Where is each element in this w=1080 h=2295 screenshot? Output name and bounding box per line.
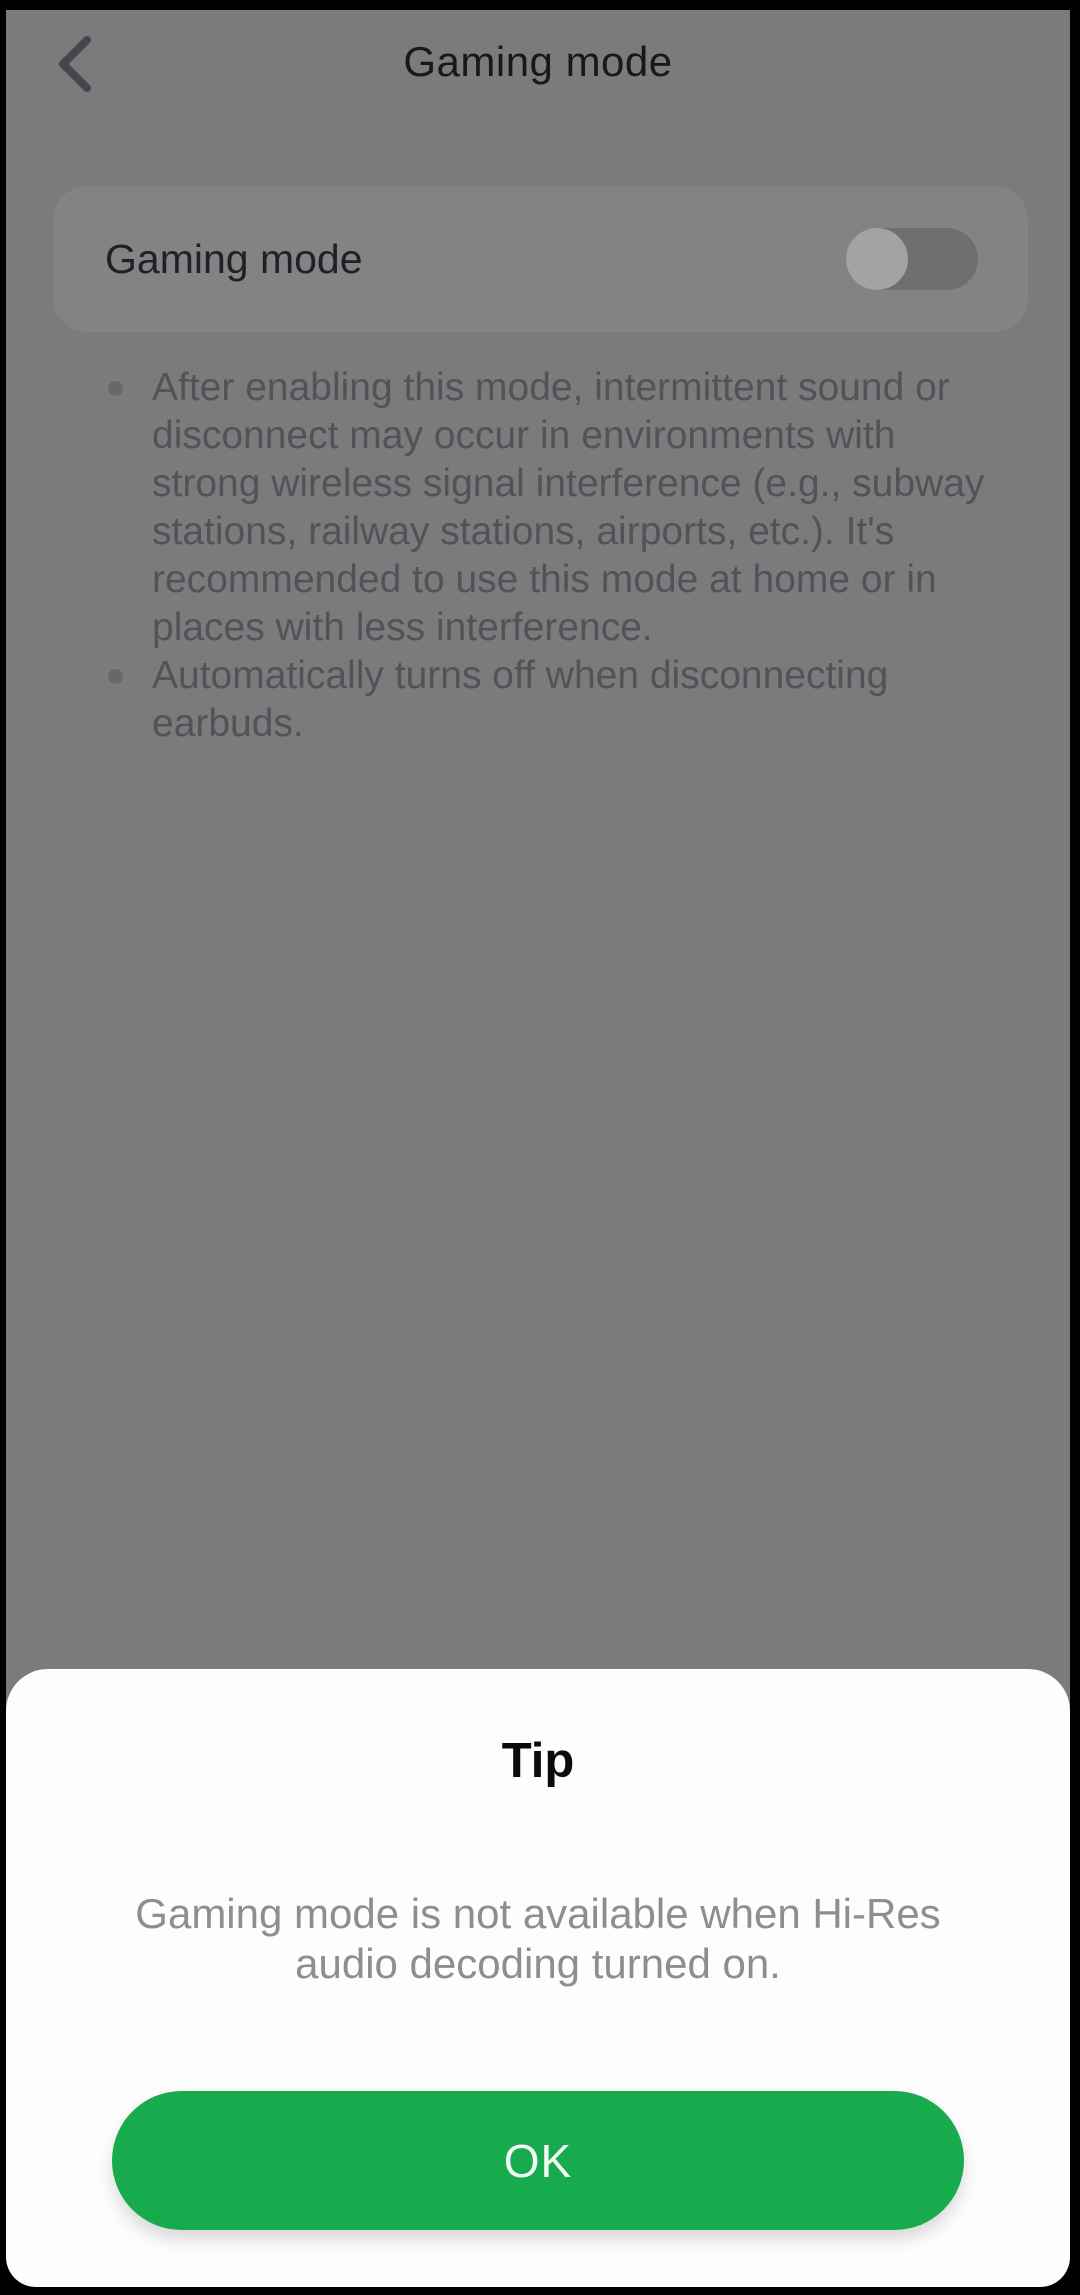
dialog-message: Gaming mode is not available when Hi-Res audio decoding turned on. [135, 1890, 941, 1987]
phone-screen [6, 10, 1070, 2287]
page-title: Gaming mode [403, 38, 673, 85]
note-text: Automatically turns off when disconnecting earbuds. [152, 654, 889, 745]
note-text: After enabling this mode, intermittent sound or disconnect may occur in environments with strong wireless signal interference (e.g., subway stations, railway stations, airports, etc.). It's recommended to use this mode at home or in places with less interference. [152, 366, 985, 649]
gaming-mode-label: Gaming mode [105, 235, 363, 282]
tip-dialog [6, 1669, 1070, 2287]
ok-button[interactable]: OK [112, 2091, 964, 2230]
dialog-title: Tip [501, 1734, 575, 1788]
